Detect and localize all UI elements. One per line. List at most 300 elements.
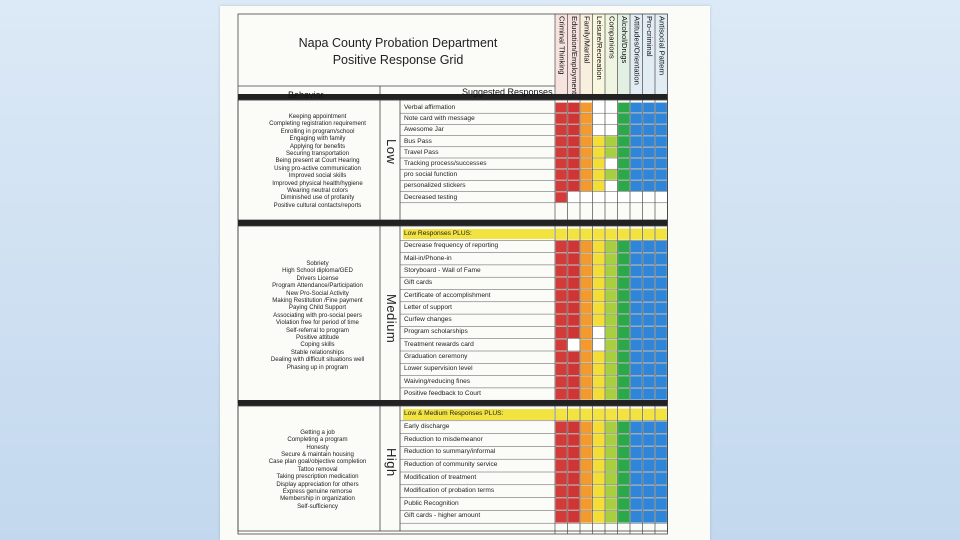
grid-cell [643,485,654,497]
grid-cell [593,159,604,169]
section-separator [238,220,668,226]
grid-cell [581,376,592,387]
response-item: Awesome Jar [404,126,444,134]
grid-cell [593,460,604,472]
grid-cell [556,278,567,289]
behavior-header: Behavior [288,90,324,100]
response-item: Waiving/reducing fines [404,377,471,385]
grid-cell [556,103,567,113]
grid-cell [631,125,642,135]
grid-cell [656,192,667,202]
grid-cell [631,241,642,252]
grid-cell [568,159,579,169]
behavior-item: Associating with pro-social peers [273,311,362,319]
positive-response-grid-document [220,6,710,540]
behavior-item: Completing a program [287,436,348,444]
grid-cell [631,352,642,363]
grid-cell [643,352,654,363]
grid-cell [593,278,604,289]
response-item: Public Recognition [404,499,459,507]
grid-cell [581,352,592,363]
grid-cell [656,290,667,301]
grid-cell [581,159,592,169]
grid-cell [568,315,579,326]
grid-cell [606,376,617,387]
grid-cell [631,114,642,124]
response-item: Gift cards - higher amount [404,512,481,520]
grid-cell [606,192,617,202]
grid-cell [618,290,629,301]
grid-cell [643,434,654,446]
grid-cell [631,339,642,350]
grid-cell [593,364,604,375]
grid-cell [618,339,629,350]
behavior-item: Being present at Court Hearing [275,157,360,165]
grid-cell [643,327,654,338]
grid-cell [606,327,617,338]
grid-cell [656,114,667,124]
grid-cell [618,229,629,240]
grid-cell [631,170,642,180]
behavior-item: Honesty [306,443,329,451]
grid-cell [618,159,629,169]
grid-cell [593,266,604,277]
grid-cell [606,485,617,497]
grid-cell [556,315,567,326]
grid-cell [556,290,567,301]
behavior-item: Improved physical health/hygiene [272,179,363,187]
grid-cell [606,103,617,113]
grid-cell [593,473,604,485]
grid-cell [656,485,667,497]
grid-cell [643,114,654,124]
grid-cell [581,266,592,277]
grid-cell [618,302,629,313]
grid-cell [606,170,617,180]
behavior-item: New Pro-Social Activity [286,289,349,297]
behavior-item: Paying Child Support [288,304,347,312]
grid-cell [631,315,642,326]
grid-cell [593,352,604,363]
grid-cell [581,460,592,472]
grid-cell [618,278,629,289]
grid-cell [606,181,617,191]
grid-cell [656,339,667,350]
grid-cell [631,181,642,191]
grid-cell [556,434,567,446]
grid-cell [568,170,579,180]
grid-cell [656,421,667,433]
grid-cell [606,409,617,421]
grid-cell [643,339,654,350]
grid-cell [618,315,629,326]
grid-cell [643,409,654,421]
grid-cell [568,290,579,301]
grid-cell [606,302,617,313]
grid-cell [631,327,642,338]
grid-cell [606,125,617,135]
response-item: Modification of probation terms [404,486,495,494]
grid-cell [606,147,617,157]
behavior-item: Getting a job [300,428,335,436]
grid-cell [568,327,579,338]
grid-cell [568,421,579,433]
column-label: Criminal Thinking [557,16,567,75]
behavior-item: High School diploma/GED [282,267,353,275]
grid-cell [631,103,642,113]
grid-cell [618,421,629,433]
grid-cell [556,147,567,157]
grid-cell [606,253,617,264]
grid-cell [556,460,567,472]
responses-plus-heading: Low Responses PLUS: [403,229,554,239]
grid-cell [606,364,617,375]
grid-cell [568,409,579,421]
behavior-item: Securing transportation [285,149,349,157]
behavior-item: Keeping appointment [288,112,347,120]
response-item: Mail-in/Phone-in [404,254,452,262]
grid-cell [606,266,617,277]
grid-cell [631,409,642,421]
grid-cell [581,170,592,180]
grid-cell [643,376,654,387]
response-item: Gift cards [404,279,433,287]
behavior-item: Stable relationships [290,348,345,356]
grid-cell [631,460,642,472]
column-label: Education/Employment [570,16,579,95]
grid-cell [568,125,579,135]
behavior-item: Tattoo removal [297,465,338,473]
grid-cell [631,376,642,387]
grid-cell [568,266,579,277]
grid-cell [556,114,567,124]
section-separator [238,400,668,406]
grid-cell [656,473,667,485]
grid-cell [643,253,654,264]
response-item: Letter of support [404,303,453,311]
grid-cell [581,192,592,202]
grid-cell [643,136,654,146]
behavior-item: Making Restitution /Fine payment [272,297,363,304]
grid-cell [568,192,579,202]
level-label: Low [384,139,399,165]
grid-cell [568,181,579,191]
grid-cell [618,125,629,135]
grid-cell [581,389,592,400]
grid-cell [556,498,567,510]
column-label: Companions [607,16,617,59]
grid-cell [593,434,604,446]
behavior-item: Phasing up in program [286,363,349,371]
grid-cell [568,485,579,497]
level-label: Medium [384,293,399,343]
grid-cell [581,364,592,375]
grid-cell [568,339,579,350]
grid-cell [556,409,567,421]
grid-cell [656,125,667,135]
level-label: High [384,447,399,477]
grid-cell [606,315,617,326]
grid-cell [618,192,629,202]
grid-cell [656,364,667,375]
response-item: Positive feedback to Court [404,389,481,397]
grid-cell [618,103,629,113]
grid-cell [606,229,617,240]
grid-cell [643,278,654,289]
grid-cell [656,266,667,277]
grid-cell [631,159,642,169]
grid-cell [568,434,579,446]
grid-cell [568,447,579,459]
behavior-item: Dealing with difficult situations well [270,356,365,364]
grid-cell [618,352,629,363]
responses-plus-heading: Low & Medium Responses PLUS: [403,409,554,420]
grid-cell [643,302,654,313]
behavior-item: Display appreciation for others [276,480,359,488]
grid-cell [593,327,604,338]
grid-cell [593,136,604,146]
grid-cell [618,473,629,485]
grid-cell [581,147,592,157]
grid-cell [581,241,592,252]
grid-cell [581,125,592,135]
response-item: Storyboard - Wall of Fame [404,266,481,274]
grid-cell [593,315,604,326]
grid-cell [581,473,592,485]
grid-cell [606,498,617,510]
behavior-item: Self-sufficiency [297,502,338,510]
grid-cell [581,181,592,191]
grid-cell [643,229,654,240]
behavior-item: Membership in organization [280,495,355,503]
grid-cell [568,103,579,113]
grid-cell [618,389,629,400]
column-label: Alcohol/Drugs [620,16,629,64]
grid-cell [581,498,592,510]
grid-cell [556,364,567,375]
grid-cell [643,447,654,459]
grid-cell [631,192,642,202]
grid-cell [606,114,617,124]
grid-cell [643,460,654,472]
grid-cell [556,136,567,146]
grid-cell [656,278,667,289]
grid-cell [556,511,567,523]
grid-cell [593,339,604,350]
grid-cell [581,434,592,446]
grid-cell [606,290,617,301]
grid-cell [556,327,567,338]
grid-cell [631,266,642,277]
response-item: Reduction to misdemeanor [404,435,483,443]
grid-cell [556,389,567,400]
grid-cell [568,253,579,264]
grid-cell [656,352,667,363]
grid-cell [656,389,667,400]
grid-cell [656,136,667,146]
behavior-item: Secure & maintain housing [281,451,354,458]
grid-cell [556,485,567,497]
response-item: Verbal affirmation [404,104,456,111]
column-label: Pro-criminal [645,16,654,57]
grid-cell [593,409,604,421]
grid-cell [581,302,592,313]
behavior-item: Case plan goal/objective completion [268,458,367,466]
column-label: Antisocial Pattern [657,16,667,76]
grid-cell [556,159,567,169]
grid-cell [643,389,654,400]
grid-cell [593,421,604,433]
grid-cell [581,229,592,240]
grid-cell [631,290,642,301]
response-item: Early discharge [404,422,450,430]
grid-cell [568,498,579,510]
grid-cell [593,290,604,301]
response-item: Tracking process/successes [404,160,487,167]
grid-cell [556,266,567,277]
grid-cell [643,181,654,191]
grid-cell [643,192,654,202]
grid-cell [618,253,629,264]
grid-cell [643,315,654,326]
behavior-item: Improved social skills [288,172,347,180]
grid-cell [593,181,604,191]
grid-cell [593,147,604,157]
document-title: Napa County Probation Department [298,36,498,50]
behavior-item: Diminished use of profanity [280,194,355,202]
behavior-item: Program Attendance/Participation [272,282,363,290]
grid-cell [581,315,592,326]
grid-cell [581,103,592,113]
grid-cell [606,339,617,350]
grid-cell [581,327,592,338]
grid-cell [618,376,629,387]
grid-cell [593,114,604,124]
behavior-item: Self-referral to program [286,326,349,334]
grid-cell [656,434,667,446]
grid-cell [656,181,667,191]
response-item: Bus Pass [404,137,432,145]
grid-cell [581,485,592,497]
grid-cell [593,498,604,510]
grid-cell [556,181,567,191]
grid-cell [631,278,642,289]
grid-cell [643,473,654,485]
grid-cell [593,241,604,252]
grid-cell [656,159,667,169]
grid-cell [593,376,604,387]
grid-cell [618,241,629,252]
grid-cell [643,241,654,252]
response-item: Travel Pass [404,148,439,156]
grid-cell [556,125,567,135]
grid-cell [581,114,592,124]
grid-cell [656,409,667,421]
grid-cell [618,485,629,497]
grid-cell [631,147,642,157]
response-item: Certificate of accomplishment [404,291,491,299]
grid-cell [631,229,642,240]
grid-cell [556,170,567,180]
grid-cell [656,327,667,338]
grid-cell [593,389,604,400]
grid-cell [656,460,667,472]
grid-cell [631,485,642,497]
grid-cell [593,170,604,180]
grid-cell [581,253,592,264]
grid-cell [643,266,654,277]
grid-cell [656,498,667,510]
grid-cell [618,147,629,157]
grid-cell [593,125,604,135]
grid-cell [568,511,579,523]
document-subtitle: Positive Response Grid [332,53,464,67]
grid-cell [593,229,604,240]
grid-cell [618,460,629,472]
grid-cell [656,147,667,157]
grid-cell [631,389,642,400]
grid-cell [593,103,604,113]
grid-cell [606,136,617,146]
grid-cell [568,229,579,240]
behavior-item: Drivers License [296,274,339,282]
grid-cell [581,278,592,289]
grid-cell [656,170,667,180]
behavior-item: Positive attitude [295,334,340,341]
grid-cell [606,421,617,433]
grid-cell [656,103,667,113]
grid-cell [606,389,617,400]
grid-cell [643,290,654,301]
grid-cell [631,498,642,510]
behavior-item: Coping skills [300,341,335,349]
grid-cell [606,511,617,523]
grid-cell [568,364,579,375]
grid-cell [656,376,667,387]
behavior-item: Sobriety [306,260,329,267]
grid-cell [631,364,642,375]
grid-cell [656,302,667,313]
grid-cell [593,302,604,313]
response-item: Reduction to summary/informal [404,448,496,456]
grid-cell [618,181,629,191]
grid-cell [556,229,567,240]
grid-cell [568,376,579,387]
grid-cell [581,511,592,523]
grid-cell [631,253,642,264]
grid-cell [618,114,629,124]
grid-cell [618,170,629,180]
grid-cell [656,229,667,240]
grid-cell [656,511,667,523]
grid-cell [581,447,592,459]
grid-cell [631,434,642,446]
behavior-item: Taking prescription medication [276,473,359,481]
grid-cell [556,447,567,459]
grid-cell [568,302,579,313]
grid-cell [568,136,579,146]
column-label: Attitudes/Orientation [632,16,642,85]
grid-cell [606,473,617,485]
grid-cell [593,511,604,523]
grid-cell [581,409,592,421]
response-item: Curfew changes [404,316,452,324]
grid-cell [581,136,592,146]
response-item: Program scholarships [404,328,468,336]
response-item: personalized stickers [404,182,466,190]
grid-cell [568,352,579,363]
response-item: Decreased testing [404,193,458,201]
